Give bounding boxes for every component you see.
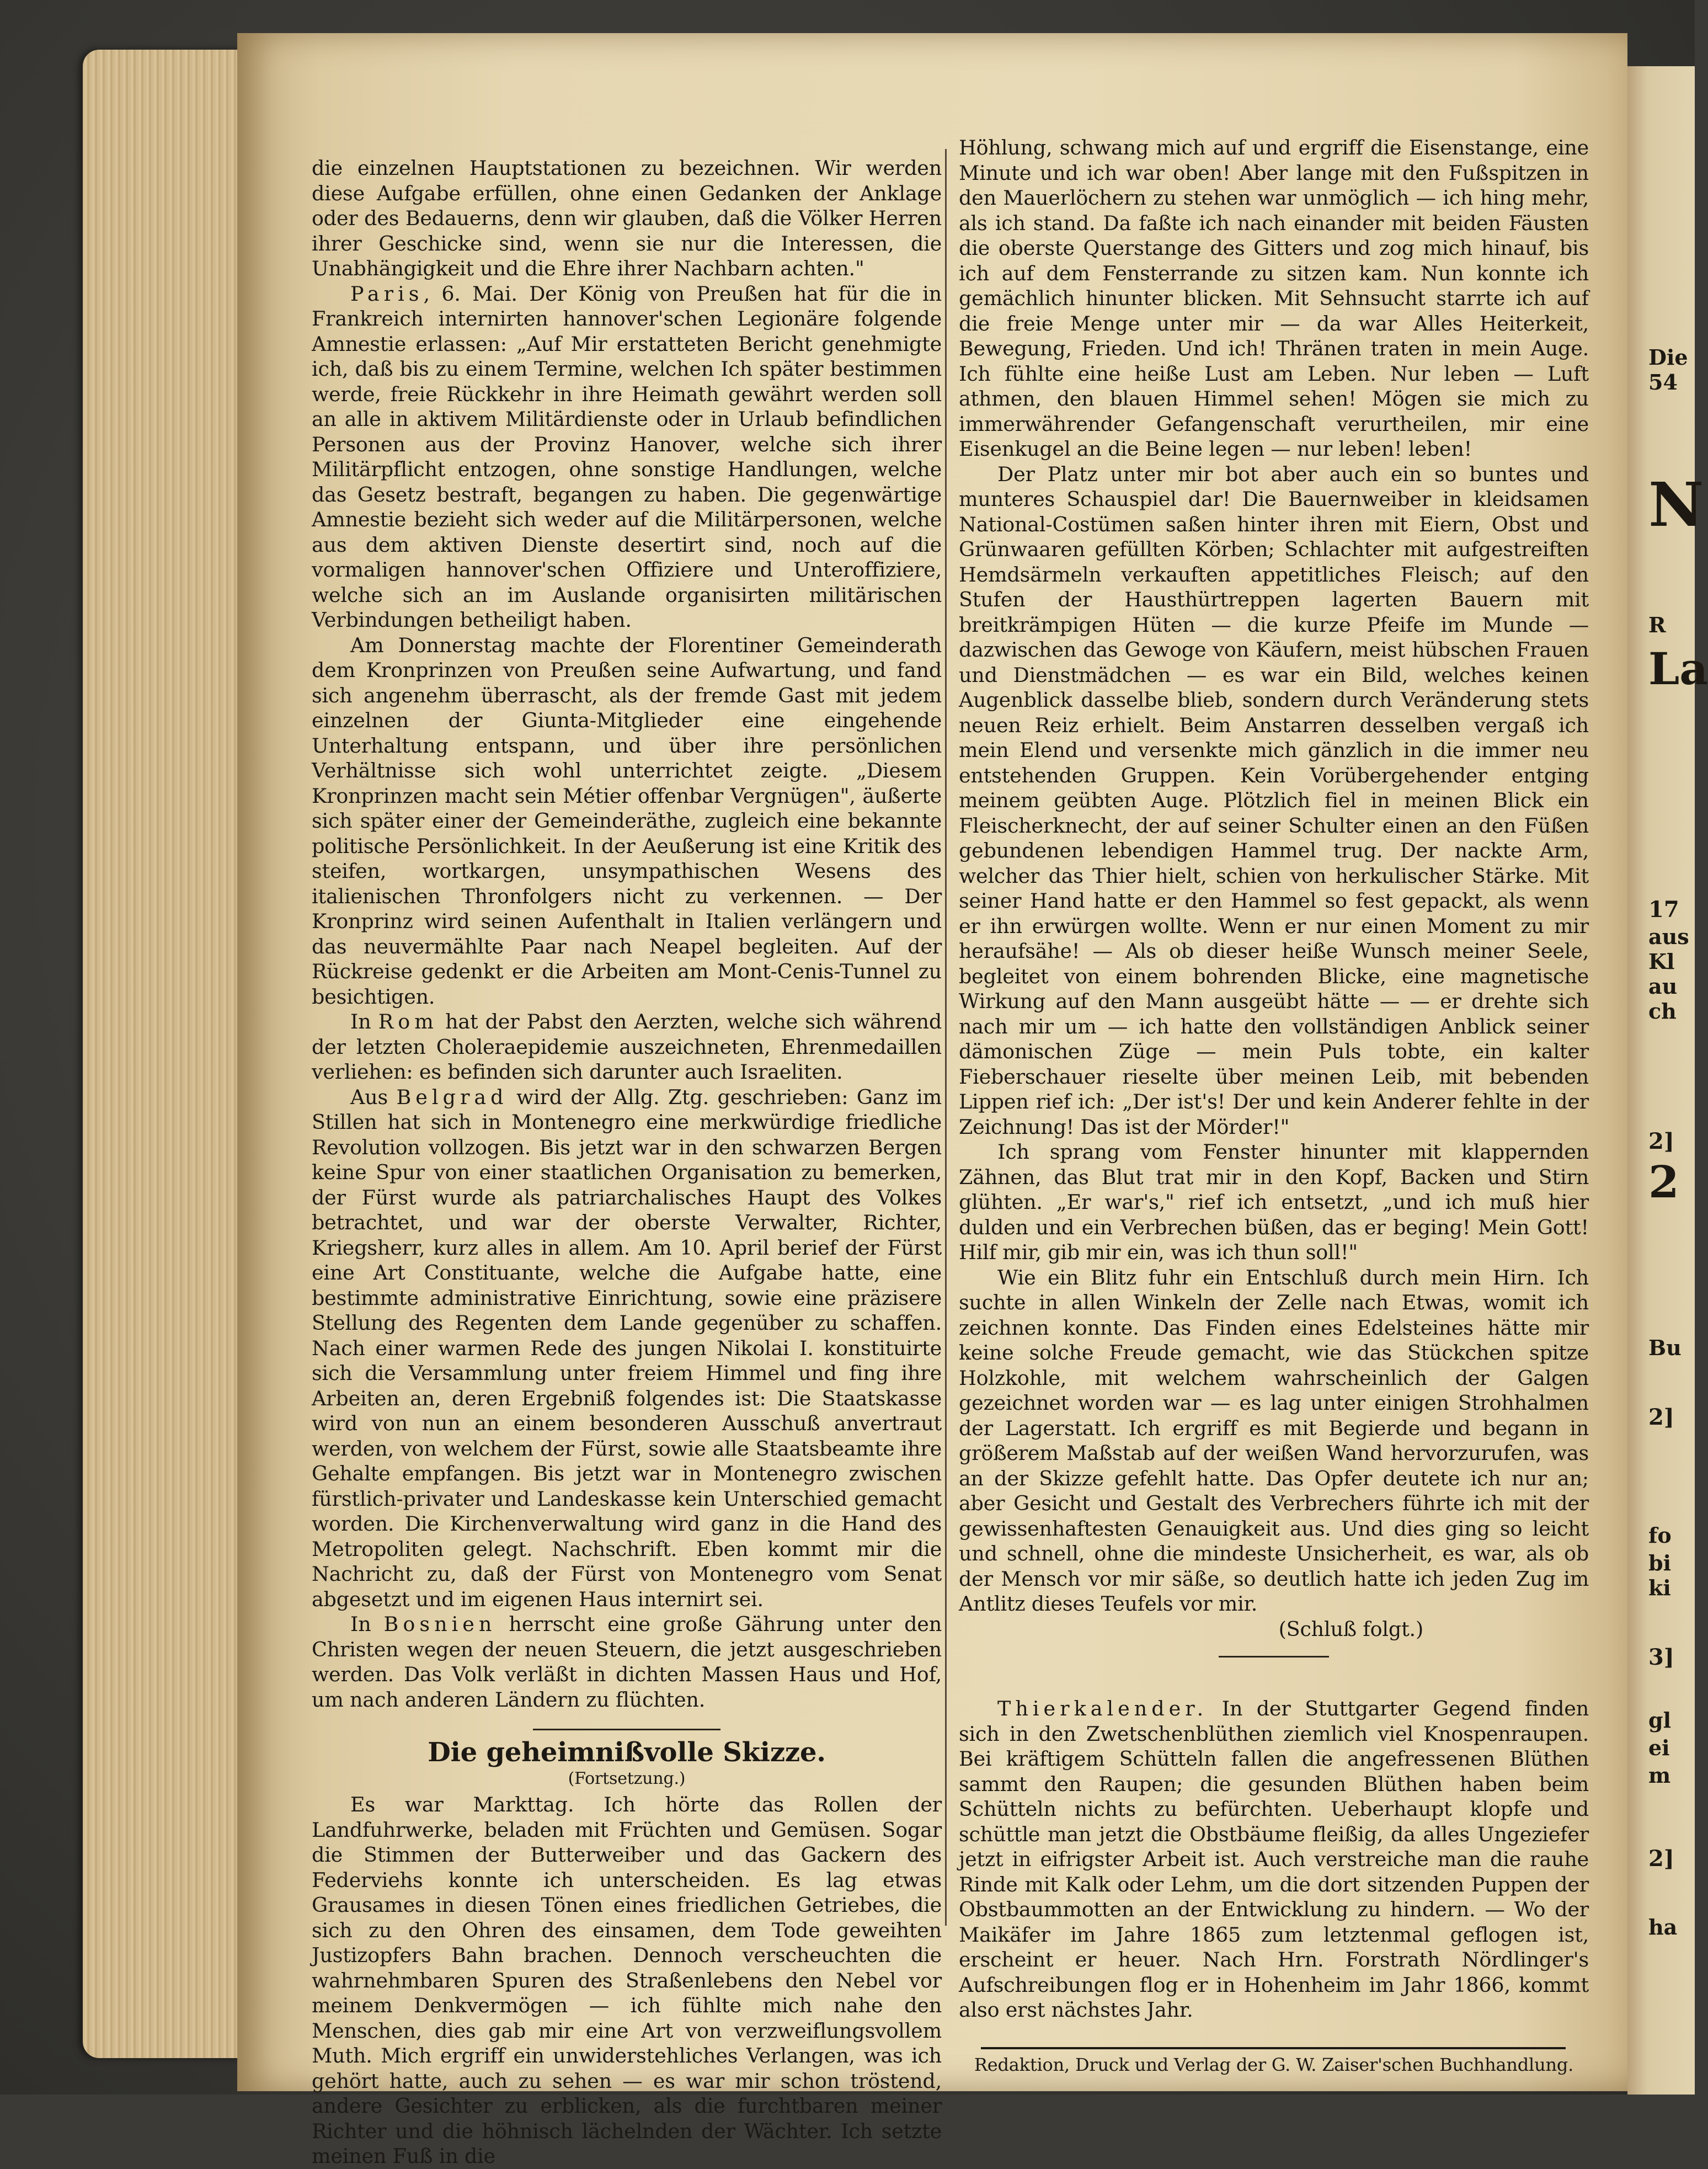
paragraph: Am Donnerstag machte der Florentiner Gemeinderath dem Kronprinzen von Preußen seine Aufwartung, und fand sich angenehm überrascht, als der fremde Gast mit jedem einzelnen der Giunta-Mitglieder eine eingehende Unterhaltung entspann, und über ihre persönlichen Verhältnisse sich wohl unterrichtet zeigte. „Diesem Kronprinzen macht sein Métier offenbar Vergnügen", äußerte sich später einer der Gemeinderäthe, zugleich eine bekannte politische Persönlichkeit. In der Aeußerung ist eine Kritik des steifen, wortkargen, unsympathischen Wesens des italienischen Thronfolgers nicht zu verkennen. — Der Kronprinz wird seinen Aufenthalt in Italien verlängern und das neuvermählte Paar nach Neapel begleiten. Auf der Rückreise gedenkt er die Arbeiten am Mont-Cenis-Tunnel zu besichtigen. — [312, 633, 942, 1009]
paragraph-text: Aus — [350, 1085, 388, 1109]
paragraph: die einzelnen Hauptstationen zu bezeichnen. Wir werden diese Aufgabe erfüllen, ohne einen Gedanken der Anklage oder des Bedauerns, denn wir glauben, daß die Völker Herren ihrer Geschicke sind, wenn sie nur die Interessen, die Unabhängigkeit und die Ehre ihrer Nachbarn achten." — [312, 156, 942, 280]
paragraph-text: In — [350, 1010, 371, 1033]
fragment-text: Bu — [1648, 1335, 1682, 1360]
fragment-text: ei — [1648, 1735, 1670, 1760]
section-rule — [1219, 1656, 1329, 1658]
paragraph — [312, 1009, 942, 1085]
fragment-text: Kl — [1648, 949, 1675, 974]
paragraph — [312, 1612, 942, 1712]
paragraph — [312, 281, 942, 633]
fragment-text: fo — [1648, 1523, 1672, 1548]
next-page-edge — [1627, 66, 1708, 2095]
paragraph: Der Platz unter mir bot aber auch ein so buntes und munteres Schauspiel dar! Die Bauernweiber in kleidsamen National-Costümen saßen hinter ihren mit Eiern, Obst und Grünwaaren gefüllten Körben; Schlachter mit aufgestreiften Hemdsärmeln verkauften appetitliches Fleisch; auf den Stufen der Hausthürtreppen lagerten Bauern mit breitkrämpigen Hüten — die kurze Pfeife im Munde — dazwischen das Gewoge von Käufern, meist hübschen Frauen und Dienstmädchen — es war ein Bild, welches keinen Augenblick dasselbe blieb, sondern durch Veränderung stets neuen Reiz erhielt. Beim Anstarren desselben vergaß ich mein Elend und versenkte mich gänzlich in die immer neu entstehenden Gruppen. Kein Vorübergehender entging meinem geübten Auge. Plötzlich fiel in meinen Blick ein Fleischerknecht, der auf seiner Schulter einen an den Füßen gebundenen lebendigen Hammel trug. Der nackte Arm, welcher das Thier hielt, schien von herkulischer Stärke. Mit seiner Hand hatte er den Hammel so fest gepackt, als wenn er ihn erwürgen wollte. Wenn er nur einen Moment zu mir heraufsähe! — Als ob dieser heiße Wunsch meiner Seele, begleitet von einem bohrenden Blicke, eine magnetische Wirkung auf den Mann ausgeübt hätte — — er drehte sich nach mir um — ich hatte den vollständigen Anblick seiner dämonischen Züge — mein Puls tobte, ein kalter Fieberschauer rieselte über meinen Leib, mit bebenden Lippen rief ich: „Der ist's! Der und kein Anderer fehlte in der Zeichnung! Das ist der Mörder!" — [959, 462, 1589, 1139]
fragment-text: 2] — [1648, 1846, 1674, 1872]
paragraph-text: wird der Allg. Ztg. geschrieben: Ganz im Stillen hat sich in Montenegro eine merkwürdige friedliche Revolution vollzogen. Bis jetzt war in den schwarzen Bergen keine Spur von einer staatlichen Organisation zu bemerken, der Fürst wurde als patriarchalisches Haupt des Volkes betrachtet, und war der oberste Verwalter, Richter, Kriegsherr, kurz alles in allem. Am 10. April berief der Fürst eine Art Constituante, welche die Aufgabe hatte, eine bestimmte administrative Einrichtung, sowie eine präzisere Stellung des Regenten dem Lande gegenüber zu schaffen. Nach einer warmen Rede des jungen Nikolai I. konstituirte sich die Versammlung unter freiem Himmel und fing ihre Arbeiten an, deren Ergebniß folgendes ist: Die Staatskasse wird von nun an einem besonderen Ausschuß anvertraut werden, von welchem der Fürst, sowie alle Staatsbeamte ihre Gehalte empfangen. Bis jetzt war in Montenegro zwischen fürstlich-privater und Landeskasse kein Unterschied gemacht worden. Die Kirchenverwaltung wird ganz in die Hand des Metropoliten gelegt. Nachschrift. Eben kommt mir die Nachricht zu, daß der Fürst von Montenegro vom Senat abgesetzt und im eigenen Haus internirt sei. — [312, 1085, 942, 1611]
paragraph-text: , 6. Mai. Der König von Preußen hat für die in Frankreich internirten hannover'schen Legionäre folgende Amnestie erlassen: „Auf Mir erstatteten Bericht genehmigte ich, daß bis zu einem Termine, welchen Ich später bestimmen werde, freie Rückkehr in ihre Heimath gewährt werden soll an alle in aktivem Militärdienste oder in Urlaub befindlichen Personen aus der Provinz Hanover, welche sich ihrer Militärpflicht entzogen, ohne sonstige Handlungen, welche das Gesetz bestraft, begangen zu haben. Die gegenwärtige Amnestie bezieht sich weder auf die Militärpersonen, welche aus dem aktiven Dienste desertirt sind, noch auf die vormaligen hannover'schen Offiziere und Unteroffiziere, welche sich an im Auslande organisirten militärischen Verbindungen betheiligt haben. — [312, 281, 942, 632]
paragraph-text: In — [350, 1612, 371, 1636]
fragment-text: 17 — [1648, 897, 1679, 923]
story-heading: Die geheimnißvolle Skizze. — [428, 1737, 826, 1768]
fragment-text: 2] — [1648, 1404, 1674, 1430]
fragment-text: 2] — [1648, 1128, 1674, 1154]
paragraph: Es war Markttag. Ich hörte das Rollen der Landfuhrwerke, beladen mit Früchten und Gemüsen. Sogar die Stimmen der Butterweiber und das Gackern des Federviehs konnte ich unterscheiden. Es lag etwas Grausames in diesen Tönen eines friedlichen Getriebes, die sich zu den Ohren des einsamen, dem Tode geweihten Justizopfers Bahn brachen. Dennoch verscheuchten die wahrnehmbaren Spuren des Straßenlebens den Nebel vor meinem Denkvermögen — ich fühlte mich nahe den Menschen, dies gab mir eine Art von verzweiflungsvollem Muth. Mich ergriff ein unwiderstehliches Verlangen, was ich gehört hatte, auch zu sehen — es war mir schon tröstend, andere Gesichter zu erblicken, als die furchtbaren meiner Richter und die höhnisch lächelnden der Wächter. Ich setzte meinen Fuß in die — [312, 1793, 942, 2168]
continuation-note: (Schluß folgt.) — [1278, 1617, 1423, 1641]
dateline-place: Rom — [378, 1010, 438, 1033]
paragraph: Wie ein Blitz fuhr ein Entschluß durch mein Hirn. Ich suchte in allen Winkeln der Zelle nach Etwas, womit ich zeichnen konnte. Das Finden eines Edelsteines hätte mir keine solche Freude gemacht, wie das Stückchen spitze Holzkohle, mit welchem wahrscheinlich der Galgen gezeichnet worden war — es lag unter einigen Strohhalmen der Lagerstatt. Ich ergriff es mit Begierde und begann in größerem Maßstab auf der weißen Wand hervorzurufen, was an der Skizze gefehlt hatte. Das Opfer deutete ich nur an; aber Gesicht und Gestalt des Verbrechers führte ich mit der gewissenhaftesten Genauigkeit aus. Und dies ging so leicht und schnell, ohne die mindeste Unsicherheit, es war, als ob der Mensch vor mir säße, so deutlich hatte ich jeden Zug im Antlitz dieses Teufels vor mir. — [959, 1265, 1589, 1616]
left-column — [312, 156, 942, 2169]
paragraph: Höhlung, schwang mich auf und ergriff die Eisenstange, eine Minute und ich war oben! Aber lange mit den Fußspitzen in den Mauerlöchern zu stehen war unmöglich — ich hing mehr, als ich stand. Da faßte ich nach einander mit beiden Fäusten die oberste Querstange des Gitters und zog mich hinauf, bis ich auf dem Fensterrande zu sitzen kam. Nun konnte ich gemächlich hinunter blicken. Mit Sehnsucht starrte ich auf die freie Menge unter mir — da war Alles Heiterkeit, Bewegung, Frieden. Und ich! Thränen traten in mein Auge. Ich fühlte eine heiße Lust am Leben. Nur leben — Luft athmen, den blauen Himmel sehen! Mögen sie mich zu immerwährender Gefangenschaft verurtheilen, mir eine Eisenkugel an die Beine legen — nur leben! leben! — [959, 136, 1589, 461]
fragment-text: au — [1648, 974, 1678, 999]
fragment-text: ch — [1648, 999, 1677, 1024]
fragment-text: gl — [1648, 1708, 1672, 1733]
paragraph-text: hat der Pabst den Aerzten, welche sich während der letzten Choleraepidemie auszeichneten, Ehrenmedaillen verliehen: es befinden sich darunter auch Israeliten. — [312, 1010, 942, 1084]
fragment-text: R — [1648, 612, 1666, 637]
paragraph — [959, 1696, 1589, 2023]
fragment-text: m — [1648, 1763, 1671, 1788]
paragraph — [312, 1085, 942, 1612]
section-rule — [533, 1729, 720, 1730]
page-edges — [83, 50, 248, 2058]
imprint: Redaktion, Druck und Verlag der G. W. Zaiser'schen Buchhandlung. — [974, 2054, 1574, 2075]
article-title: Thierkalender. — [997, 1697, 1208, 1720]
dateline-place: Paris — [350, 281, 424, 306]
imprint-rule — [981, 2047, 1566, 2049]
fragment-text: bi — [1648, 1550, 1672, 1575]
dateline-place: Bosnien — [383, 1612, 497, 1636]
right-column — [959, 135, 1589, 2077]
paragraph-text: herrscht eine große Gährung unter den Christen wegen der neuen Steuern, die jetzt ausgeschrieben werden. Das Volk verläßt in dichten Massen Haus und Hof, um nach anderen Ländern zu flüchten. — [312, 1612, 942, 1712]
column-divider — [945, 149, 947, 1926]
fragment-text: ha — [1648, 1915, 1678, 1939]
fragment-text: N — [1648, 469, 1704, 540]
fragment-text: Die — [1648, 345, 1688, 370]
fragment-text: ki — [1648, 1575, 1671, 1600]
dateline-place: Belgrad — [396, 1085, 508, 1109]
paragraph: Ich sprang vom Fenster hinunter mit klappernden Zähnen, das Blut trat mir in den Kopf, Backen und Stirn glühten. „Er war's," rief ich entsetzt, „und ich muß hier dulden und ein Verbrechen büßen, das er beging! Mein Gott! Hilf mir, gib mir ein, was ich thun soll!" — [959, 1140, 1589, 1264]
fragment-text: 54 — [1648, 370, 1678, 395]
paragraph-text: In der Stuttgarter Gegend finden sich in den Zwetschenblüthen ziemlich viel Knospenraupen. Bei kräftigem Schütteln fallen die angefressenen Blüthen sammt den Raupen; die gesunden Blüthen haben beim Schütteln nichts zu befürchten. Ueberhaupt klopfe und schüttle man jetzt die Obstbäume fleißig, da alles Ungeziefer jetzt in eifrigster Arbeit ist. Auch verstreiche man die rauhe Rinde mit Kalk oder Lehm, um die dort sitzenden Puppen der Obstbaummotten an der Entwicklung zu hindern. — Wo der Maikäfer im Jahre 1865 zum letztenmal geflogen ist, erscheint er heuer. Nach Hrn. Forstrath Nördlinger's Aufschreibungen flog er in Hohenheim im Jahr 1866, kommt also erst nächstes Jahr. — [959, 1697, 1589, 2022]
story-subheading: (Fortsetzung.) — [568, 1769, 686, 1788]
fragment-text: 3] — [1648, 1644, 1674, 1670]
fragment-text: 2 — [1648, 1156, 1679, 1208]
fragment-text: La — [1648, 643, 1708, 695]
fragment-text: aus — [1648, 924, 1689, 949]
